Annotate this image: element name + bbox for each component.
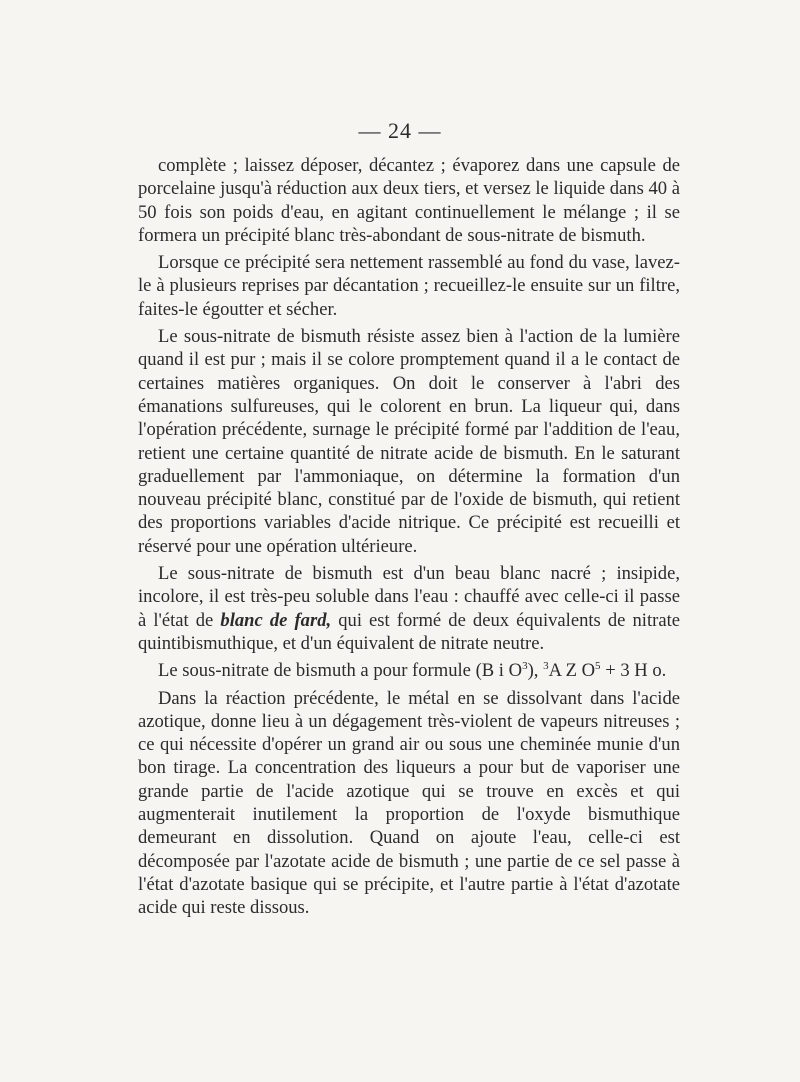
paragraph-4-text-before: Le sous-nitrate de bismuth est d'un beau blanc nacré ; insipide, incolore, il est très-peu soluble dans l'eau : chauffé avec celle-ci il passe à l'état de	[138, 563, 680, 631]
formula-text-mid: ),	[527, 660, 544, 682]
formula-text-after: + 3 H o.	[600, 660, 667, 682]
formula-paragraph	[138, 659, 680, 682]
emphasis-blanc-de-fard: blanc de fard,	[220, 609, 332, 631]
formula-superscript-2: 3	[543, 660, 549, 673]
formula-text-mid2: A Z O	[548, 660, 596, 682]
page-number: — 24 —	[358, 118, 442, 143]
paragraph-3: Le sous-nitrate de bismuth résiste assez bien à l'action de la lumière quand il est pur ; mais il se colore promptement quand il a le contact de certaines matières organiques. On doit le conserver à l'abri des émanations sulfureuses, qui le colorent en brun. La liqueur qui, dans l'opération précédente, surnage le précipité formé par l'addition de l'eau, retient une certaine quantité de nitrate acide de bismuth. En le saturant graduellement par l'ammoniaque, on détermine la formation d'un nouveau précipité blanc, constitué par de l'oxide de bismuth, qui retient des proportions variables d'acide nitrique. Ce précipité est recueilli et réservé pour une opération ultérieure.	[138, 326, 680, 557]
paragraph-4-text-after: qui est formé de deux équivalents de nitrate quintibismuthique, et d'un équivalent de nitrate neutre.	[138, 609, 680, 654]
formula-superscript-3: 5	[595, 660, 601, 673]
text-body	[138, 154, 680, 920]
paragraph-1: complète ; laissez déposer, décantez ; évaporez dans une capsule de porcelaine jusqu'à réduction aux deux tiers, et versez le liquide dans 40 à 50 fois son poids d'eau, en agitant continuellement le mélange ; il se formera un précipité blanc très-abondant de sous-nitrate de bismuth.	[138, 155, 680, 246]
paragraph-2: Lorsque ce précipité sera nettement rassemblé au fond du vase, lavez-le à plusieurs reprises par décantation ; recueillez-le ensuite sur un filtre, faites-le égoutter et sécher.	[138, 252, 680, 320]
formula-text-before: Le sous-nitrate de bismuth a pour formule (B i O	[158, 660, 523, 682]
paragraph-4	[138, 562, 680, 655]
formula-superscript-1: 3	[522, 660, 528, 673]
paragraph-6: Dans la réaction précédente, le métal en se dissolvant dans l'acide azotique, donne lieu à un dégagement très-violent de vapeurs nitreuses ; ce qui nécessite d'opérer un grand air ou sous une cheminée munie d'un bon tirage. La concentration des liqueurs a pour but de vaporiser une grande partie de l'acide azotique qui se trouve en excès et qui augmenterait inutilement la proportion de l'oxyde bismuthique demeurant en dissolution. Quand on ajoute l'eau, celle-ci est décomposée par l'azotate acide de bismuth ; une partie de ce sel passe à l'état d'azotate basique qui se précipite, et l'autre partie à l'état d'azotate acide qui reste dissous.	[138, 687, 680, 919]
